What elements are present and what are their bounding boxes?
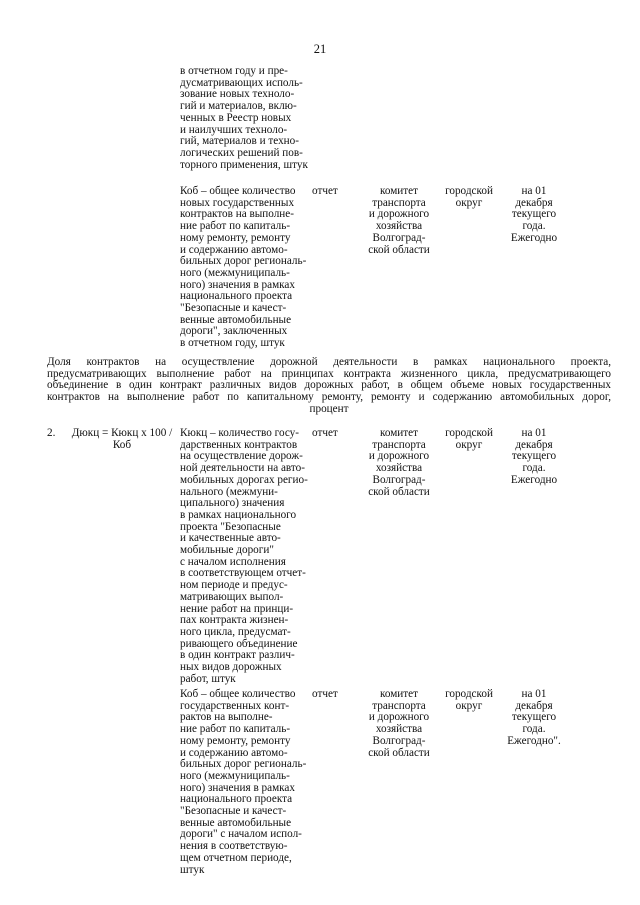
data-source-unit: отчет	[312, 427, 338, 439]
kob-description: Коб – общее количество государственных конт- рактов на выполне- ние работ по капиталь- ному ремонту, ремонту и содержанию автомо- бильных дорог региональ- ного (межмуниципаль- ного) значения в рамках национального проекта "Безопасные и качест- венные автомобильные дороги" с началом испол- нения в соответствую- щем отчетном периоде, штук	[180, 688, 307, 876]
territorial-level: городской округ	[445, 688, 493, 712]
formula: Дюкц = Кюкц х 100 / Коб	[71, 427, 173, 451]
page-number: 21	[313, 42, 327, 56]
indicator-title-line: объединение в один контракт различных видов дорожных работ, в общем объеме новых государственных	[47, 379, 611, 392]
responsible-organization: комитет транспорта и дорожного хозяйства Волгоград- ской области	[368, 688, 430, 759]
kob-description: Коб – общее количество новых государственных контрактов на выполне- ние работ по капиталь- ному ремонту, ремонту и содержанию автомо- бильных дорог региональ- ного (межмуниципаль- ного) значения в рамках национального проекта "Безопасные и качест- венные автомобильные дороги", заключенных в отчетном году, штук	[180, 185, 307, 350]
territorial-level: городской округ	[445, 185, 493, 209]
data-source-unit: отчет	[312, 185, 338, 197]
data-source-unit: отчет	[312, 688, 338, 700]
reporting-period: на 01 декабря текущего года. Ежегодно	[510, 185, 558, 244]
row-number: 2.	[47, 427, 56, 439]
responsible-organization: комитет транспорта и дорожного хозяйства Волгоград- ской области	[368, 427, 430, 498]
previous-indicator-description-continuation: в отчетном году и пре- дусматривающих исполь- зование новых техноло- гий и материалов, вклю- ченных в Реестр новых и наилучших техноло- гий, материалов и техно- логических решений пов- торного применения, штук	[180, 65, 308, 171]
indicator-title-line: процент	[309, 402, 349, 415]
indicator-title-line: предусматривающих выполнение работ на принципах контракта жизненного цикла, предусматривающего	[47, 367, 611, 380]
indicator-title-line: Доля контрактов на осуществление дорожной деятельности в рамках национального проекта,	[47, 356, 611, 368]
responsible-organization: комитет транспорта и дорожного хозяйства Волгоград- ской области	[368, 185, 430, 256]
reporting-period: на 01 декабря текущего года. Ежегодно".	[507, 688, 561, 747]
territorial-level: городской округ	[445, 427, 493, 451]
reporting-period: на 01 декабря текущего года. Ежегодно	[510, 427, 558, 486]
kjukc-description: Кюкц – количество госу- дарственных контрактов на осуществление дорож- ной деятельности на авто- мобильных дорогах регио- нального (межмуни- ципального) значения в рамках национального проекта "Безопасные и качественные авто- мобильные дороги" с началом исполнения в соответствующем отчет- ном периоде и предус- матривающих выпол- нение работ на принци- пах контракта жизнен- ного цикла, предусмат- ривающего объединение в один контракт различ- ных видов дорожных работ, штук	[180, 427, 308, 685]
indicator-title-line: контрактов на выполнение работ по капитальному ремонту, ремонту и содержанию автомобильных дорог,	[47, 391, 611, 404]
indicator-title	[47, 357, 611, 416]
